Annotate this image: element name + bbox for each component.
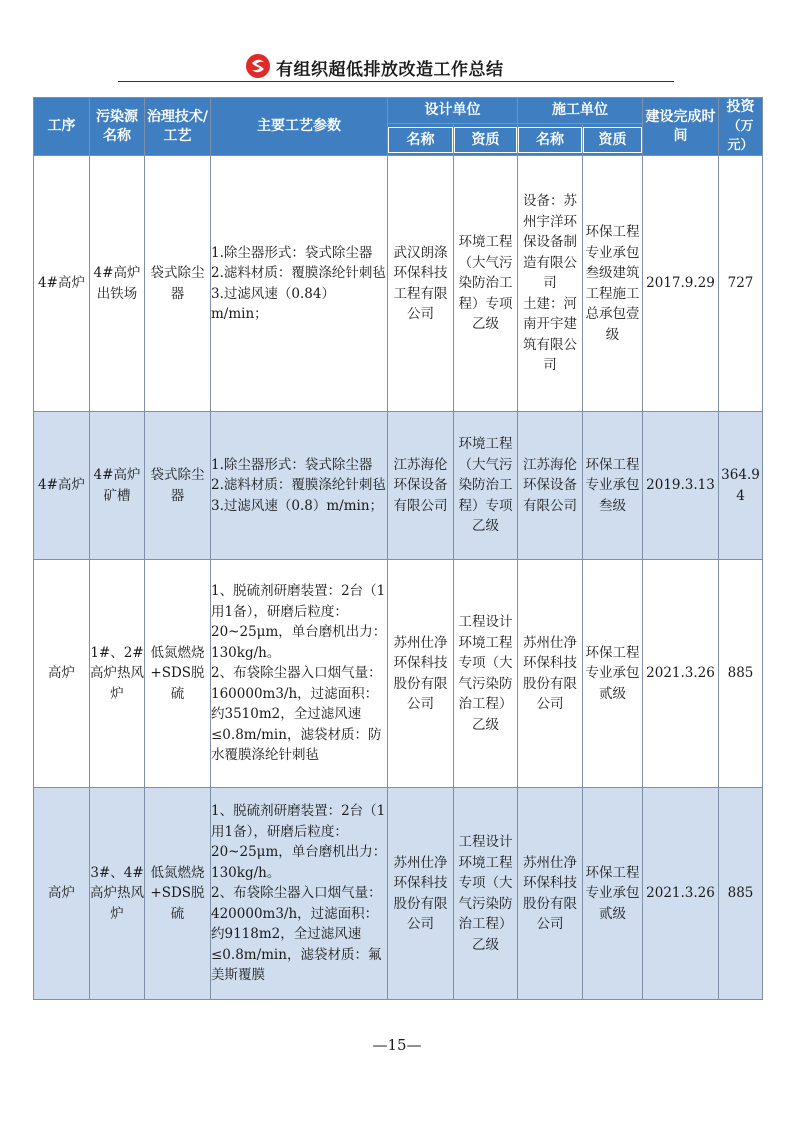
cell-source: 4#高炉矿槽 (90, 412, 145, 560)
company-logo-icon (245, 53, 271, 79)
cell-construct-name: 苏州仕净环保科技股份有限公司 (518, 788, 583, 1000)
header-source: 污染源名称 (90, 98, 145, 156)
header-invest-label: 投资 (726, 99, 755, 115)
cell-process: 高炉 (34, 560, 90, 788)
cell-construct-name: 苏州仕净环保科技股份有限公司 (518, 560, 583, 788)
cell-construct-qual: 环保工程专业承包叁级建筑工程施工总承包壹级 (583, 156, 643, 412)
cell-design-qual: 工程设计环境工程专项（大气污染防治工程）乙级 (454, 788, 518, 1000)
cell-construct-name: 江苏海伦环保设备有限公司 (518, 412, 583, 560)
header-design-group: 设计单位 (388, 98, 518, 124)
header-construct-group: 施工单位 (518, 98, 643, 124)
header-construct-qual: 资质 (583, 124, 643, 156)
cell-date: 2021.3.26 (643, 788, 719, 1000)
cell-construct-qual: 环保工程专业承包贰级 (583, 560, 643, 788)
cell-tech: 袋式除尘器 (145, 156, 211, 412)
cell-date: 2017.9.29 (643, 156, 719, 412)
header-construct-name: 名称 (518, 124, 583, 156)
cell-process: 4#高炉 (34, 412, 90, 560)
header-rule (118, 81, 674, 82)
table-row (34, 156, 763, 412)
header-design-qual: 资质 (454, 124, 518, 156)
cell-tech: 低氮燃烧+SDS脱硫 (145, 560, 211, 788)
cell-source: 4#高炉出铁场 (90, 156, 145, 412)
cell-source: 3#、4#高炉热风炉 (90, 788, 145, 1000)
cell-params: 1、脱硫剂研磨装置：2台（1用1备），研磨后粒度：20~25μm，单台磨机出力：130kg/h。 2、布袋除尘器入口烟气量：160000m3/h，过滤面积：约3510m2，全过滤风速≤0.8m/min，滤袋材质：防水覆膜涤纶针刺毡 (211, 560, 388, 788)
header-date: 建设完成时间 (643, 98, 719, 156)
header-invest (719, 98, 763, 156)
project-table (33, 97, 763, 1000)
cell-source: 1#、2#高炉热风炉 (90, 560, 145, 788)
cell-invest: 364.94 (719, 412, 763, 560)
cell-design-name: 苏州仕净环保科技股份有限公司 (388, 560, 454, 788)
table-row (34, 560, 763, 788)
cell-construct-qual: 环保工程专业承包叁级 (583, 412, 643, 560)
cell-design-qual: 环境工程（大气污染防治工程）专项乙级 (454, 156, 518, 412)
header-process: 工序 (34, 98, 90, 156)
cell-design-qual: 工程设计环境工程专项（大气污染防治工程）乙级 (454, 560, 518, 788)
cell-invest: 885 (719, 560, 763, 788)
page-number: —15— (372, 1036, 422, 1054)
header-design-name: 名称 (388, 124, 454, 156)
cell-tech: 低氮燃烧+SDS脱硫 (145, 788, 211, 1000)
cell-invest: 727 (719, 156, 763, 412)
cell-date: 2019.3.13 (643, 412, 719, 560)
cell-design-qual: 环境工程（大气污染防治工程）专项乙级 (454, 412, 518, 560)
cell-construct-qual: 环保工程专业承包贰级 (583, 788, 643, 1000)
cell-tech: 袋式除尘器 (145, 412, 211, 560)
header-tech: 治理技术/工艺 (145, 98, 211, 156)
cell-design-name: 武汉朗涤环保科技工程有限公司 (388, 156, 454, 412)
cell-date: 2021.3.26 (643, 560, 719, 788)
cell-invest: 885 (719, 788, 763, 1000)
cell-params: 1、脱硫剂研磨装置：2台（1用1备），研磨后粒度：20~25μm，单台磨机出力：130kg/h。 2、布袋除尘器入口烟气量：420000m3/h，过滤面积：约9118m2，全过滤风速≤0.8m/min，滤袋材质：氟美斯覆膜 (211, 788, 388, 1000)
cell-design-name: 苏州仕净环保科技股份有限公司 (388, 788, 454, 1000)
table-row (34, 412, 763, 560)
document-title: 有组织超低排放改造工作总结 (276, 60, 504, 80)
cell-process: 4#高炉 (34, 156, 90, 412)
cell-design-name: 江苏海伦环保设备有限公司 (388, 412, 454, 560)
page-header (118, 50, 674, 84)
table-row (34, 788, 763, 1000)
cell-process: 高炉 (34, 788, 90, 1000)
header-params: 主要工艺参数 (211, 98, 388, 156)
cell-params: 1.除尘器形式：袋式除尘器 2.滤料材质：覆膜涤纶针刺毡 3.过滤风速（0.8）m/min； (211, 412, 388, 560)
cell-construct-name: 设备：苏州宇洋环保设备制造有限公司 土建：河南开宇建筑有限公司 (518, 156, 583, 412)
cell-params: 1.除尘器形式：袋式除尘器 2.滤料材质：覆膜涤纶针刺毡 3.过滤风速（0.84）m/min； (211, 156, 388, 412)
header-invest-unit: （万元） (727, 119, 754, 153)
